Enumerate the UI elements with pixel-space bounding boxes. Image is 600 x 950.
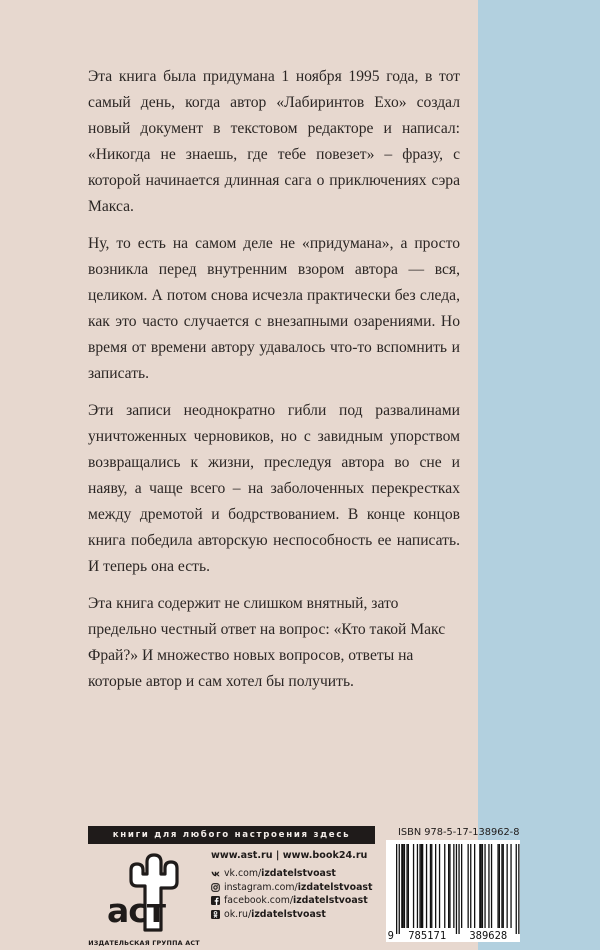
- odnoklassniki-handle: izdatelstvoast: [251, 908, 326, 920]
- facebook-icon: [211, 896, 220, 905]
- barcode-bar: [430, 844, 431, 928]
- barcode-bar: [413, 844, 414, 928]
- blue-side-strip: [478, 0, 600, 950]
- barcode-bar: [470, 844, 471, 928]
- facebook-prefix: facebook.com/: [224, 895, 293, 907]
- ast-logo-text: аст: [107, 891, 165, 930]
- description-paragraph-2: Ну, то есть на самом деле не «придумана», а просто возникла перед внутренним взором автора — вся, целиком. А потом снова исчезла практически без следа, как это часто случается с внезапными озарениями. Но время от времени автору удавалось что-то вспомнить и записать.: [88, 235, 460, 382]
- barcode-bar: [488, 844, 489, 928]
- barcode-bar: [417, 844, 418, 928]
- book-description: [88, 64, 460, 706]
- barcode-bar: [439, 844, 440, 928]
- description-paragraph-4: Эта книга содержит не слишком внятный, зато предельно честный ответ на вопрос: «Кто такой Макс Фрай?» И множество новых вопросов, ответы на которые автор и сам хотел бы получить.: [88, 595, 446, 690]
- ast-logo: [95, 852, 193, 936]
- barcode-bar: [474, 844, 475, 928]
- barcode-bar: [408, 844, 409, 928]
- barcode-bar: [448, 844, 449, 928]
- publisher-footer: [0, 822, 600, 950]
- barcode-block: [386, 826, 520, 942]
- barcode-bar: [481, 844, 482, 928]
- instagram-handle: izdatelstvoast: [297, 881, 373, 893]
- barcode-bar: [507, 844, 508, 928]
- publisher-links: [211, 850, 386, 921]
- vk-icon: [211, 869, 220, 878]
- barcode-bar: [449, 844, 450, 928]
- barcode-bar: [399, 844, 400, 934]
- barcode-bar: [510, 844, 511, 928]
- social-link-odnoklassniki[interactable]: [211, 908, 386, 922]
- description-paragraph-3: Эти записи неоднократно гибли под развалинами уничтоженных черновиков, но с завидным упорством возвращались к жизни, преследуя автора во сне и наяву, а чаще всего – на заболоченных перекрестках между дремотой и бодрствованием. В конце концов книга победила авторскую неспособность ее написать. И теперь она есть.: [88, 402, 460, 575]
- barcode-bar: [468, 844, 469, 928]
- barcode-bar: [422, 844, 423, 928]
- vk-handle: izdatelstvoast: [261, 868, 336, 879]
- barcode-bar: [458, 844, 459, 934]
- barcode-bar: [516, 844, 517, 934]
- social-links: [211, 867, 386, 921]
- barcode-bar: [453, 844, 454, 928]
- barcode-digit-first: 9: [387, 930, 394, 942]
- isbn-number: ISBN 978-5-17-138962-8: [398, 827, 520, 838]
- barcode-bar: [518, 844, 519, 934]
- social-link-facebook[interactable]: [211, 894, 386, 908]
- odnoklassniki-prefix: ok.ru/: [224, 908, 252, 920]
- tagline-bar: книги для любого настроения здесь: [88, 826, 375, 844]
- social-link-vk[interactable]: [211, 867, 386, 881]
- odnoklassniki-icon: [211, 910, 220, 919]
- barcode-bar: [497, 844, 498, 928]
- barcode-bar: [482, 844, 483, 928]
- barcode-bar: [484, 844, 485, 928]
- barcode-bar: [419, 844, 420, 928]
- barcode: [386, 840, 520, 942]
- barcode-bar: [421, 844, 422, 928]
- vk-prefix: vk.com/: [224, 868, 262, 879]
- facebook-handle: izdatelstvoast: [292, 895, 368, 907]
- barcode-bar: [444, 844, 445, 928]
- websites[interactable]: www.ast.ru | www.book24.ru: [211, 850, 368, 861]
- barcode-bar: [456, 844, 457, 934]
- barcode-bar: [435, 844, 436, 928]
- barcode-bar: [396, 844, 397, 934]
- instagram-prefix: instagram.com/: [224, 881, 298, 893]
- social-link-instagram[interactable]: [211, 881, 386, 895]
- barcode-bar: [491, 844, 492, 928]
- instagram-icon: [211, 883, 220, 892]
- barcode-bar: [503, 844, 504, 928]
- barcode-bar: [479, 844, 480, 928]
- barcode-bar: [431, 844, 432, 928]
- barcode-bar: [501, 844, 502, 928]
- barcode-bar: [404, 844, 405, 928]
- description-paragraph-1: Эта книга была придумана 1 ноября 1995 года, в тот самый день, когда автор «Лабиринтов Ехо» создал новый документ в текстовом редакторе и написал: «Никогда не знаешь, где тебе повезет» – фразу, с которой начинается длинная сага о приключениях сэра Макса.: [88, 68, 460, 215]
- barcode-bar: [403, 844, 404, 928]
- barcode-digits-left: 785171: [408, 930, 447, 942]
- publisher-caption: ИЗДАТЕЛЬСКАЯ ГРУППА АСТ: [88, 939, 200, 947]
- barcode-box: [386, 840, 520, 942]
- barcode-bar: [401, 844, 402, 928]
- barcode-bar: [499, 844, 500, 928]
- barcode-bar: [461, 844, 462, 928]
- barcode-bar: [426, 844, 427, 928]
- barcode-bar: [406, 844, 407, 928]
- barcode-digits-right: 389628: [469, 930, 508, 942]
